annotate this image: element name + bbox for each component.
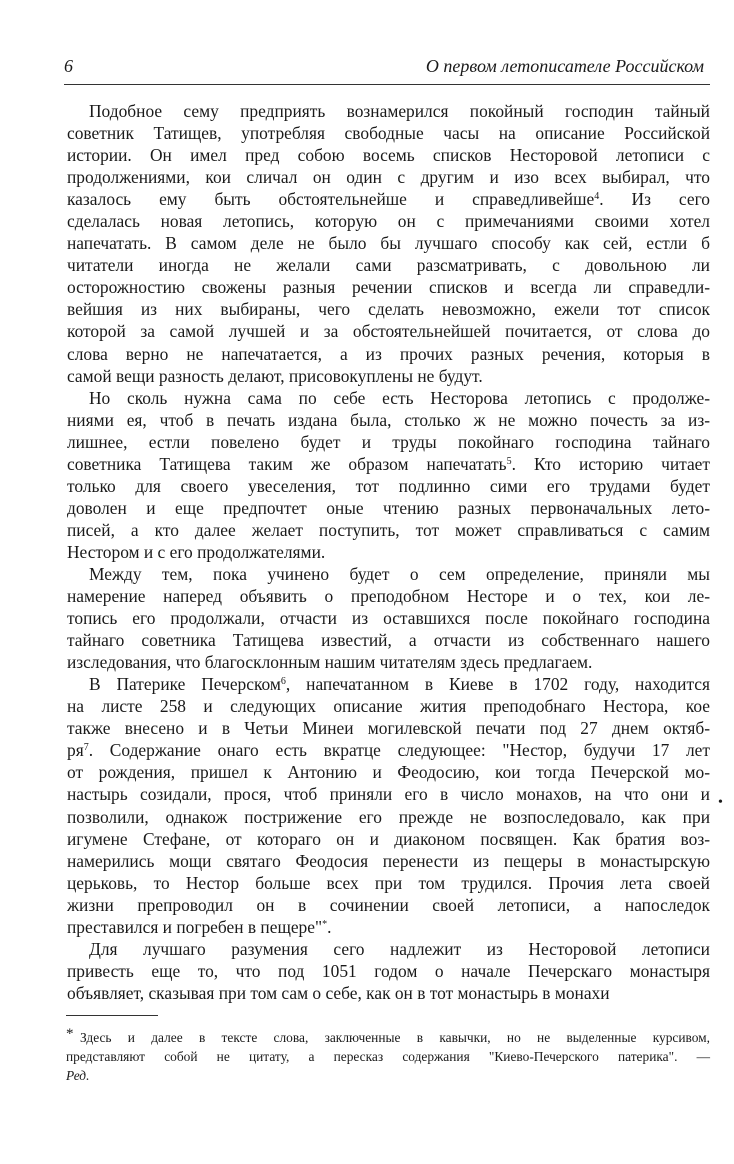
text-line: осторожностию свожены разныя речении списков и всегда ли справедли- [67, 277, 710, 298]
footnote-line-2: представляют собой не цитату, а пересказ содержания "Киево-Печерского патерика". — [66, 1049, 710, 1064]
footnote-reference: 5 [506, 455, 512, 467]
text-line: советник Татищев, употребляя свободные часы на описание Российской [67, 123, 710, 144]
text-line: доволен и еще предпочтет оные чтению разных первоначальных лето- [67, 497, 710, 518]
footnote-line-1: * Здесь и далее в тексте слова, заключенные в кавычки, но не выделенные курсивом, [66, 1026, 710, 1045]
main-text [67, 100, 710, 1004]
text-line: $ря^7$. Содержание онаго есть вкратце следующее: "Нестор, будучи 17 лет [67, 740, 710, 761]
text-line: топись его продолжали, отчасти из оставшихся после покойнаго господина [67, 608, 710, 629]
text-line: которой за самой лучшей и за обстоятельнейшей почитается, от слова до [67, 321, 710, 342]
footnote-editor: Ред. [66, 1068, 90, 1083]
text-line: намерение наперед объявить о преподобном Несторе и о тех, кои ле- [67, 586, 710, 607]
text-line: преставился и погребен в пещере"*. [67, 916, 332, 937]
footnote-reference: 7 [83, 742, 89, 754]
text-line: казалось ему быть обстоятельнейше и справедливейше$^4$. Из сего [67, 189, 710, 210]
footnote-reference: 6 [280, 676, 286, 688]
footnote-reference: * [322, 918, 328, 930]
text-line: читатели иногда не желали сами разсматривать, с довольною ли [67, 255, 710, 276]
text-line: Нестором и с его продолжателями. [67, 541, 326, 562]
text-line: намерились мощи святаго Феодосия перенести из пещеры в монастырскую [67, 850, 710, 871]
footnote-marker: * [66, 1026, 74, 1042]
text-line: изследования, что благосклонным нашим читателям здесь предлагаем. [67, 652, 593, 673]
running-title: О первом летописателе Российском [425, 56, 704, 76]
text-line: ниями ея, чтоб в печать издана была, столько ж не можно почесть за из- [67, 409, 710, 430]
footnote [66, 1028, 710, 1085]
text-line: В Патерике Печерском$^6$, напечатанном в Киеве в 1702 году, находится [89, 674, 710, 695]
text-line: церьковь, то Нестор больше всех при том трудился. Прочия лета своей [67, 872, 710, 893]
text-line: лишнее, естли повелено будет и труды покойнаго господина тайнаго [67, 431, 710, 452]
text-line: Подобное сему предприять вознамерился покойный господин тайный [89, 101, 710, 121]
text-line: игумене Стефане, от котораго он и диаконом посвящен. Как братия воз- [67, 828, 710, 849]
text-line: настырь созидали, прося, чтоб приняли его в число монахов, на что они и [67, 784, 710, 805]
text-line: на листе 258 и следующих описание жития преподобнаго Нестора, кое [67, 696, 710, 717]
running-header [64, 50, 710, 85]
text-line: продолжениями, кои сличал он один с другим и изо всех выбирал, что [67, 167, 710, 188]
text-line: напечатать. В самом деле не было бы лучшаго способу как сей, естли б [67, 233, 710, 254]
text-line: Для лучшаго разумения сего надлежит из Несторовой летописи [89, 938, 710, 959]
text-line: писей, а кто далее желает поступить, тот может справливаться с самим [67, 519, 710, 540]
text-line: жизни препроводил он в сочинении своей летописи, а напоследок [67, 894, 710, 915]
text-line: советника Татищева таким же образом напечатать$^5$. Кто историю читает [67, 453, 710, 474]
text-line: сделалась новая летопись, которую он с примечаниями своими хотел [67, 211, 710, 232]
page-number: 6 [64, 56, 73, 76]
text-line: тайнаго советника Татищева известий, а отчасти из собственнаго нашего [67, 630, 710, 651]
footnote-rule [66, 1015, 158, 1016]
margin-mark: • [718, 795, 723, 810]
text-line: истории. Он имел пред собою восемь списков Несторовой летописи с [67, 145, 710, 166]
text-line: от рождения, пришел к Антонию и Феодосию, кои тогда Печерской мо- [67, 762, 710, 783]
text-line: привесть еще то, что под 1051 годом о начале Печерскаго монастыря [67, 960, 710, 981]
text-line: позволили, однакож пострижение его прежде не возпоследовало, как при [67, 806, 710, 827]
text-line: Между тем, пока учинено будет о сем определение, приняли мы [89, 563, 710, 584]
text-line: Но сколь нужна сама по себе есть Несторова летопись с продолже- [89, 387, 710, 408]
text-line: объявляет, сказывая при том сам о себе, как он в тот монастырь в монахи [67, 982, 610, 1003]
text-line: вейшия из них выбираны, чего сделать невозможно, ежели тот список [67, 299, 710, 320]
text-line: слова верно не напечатается, а из прочих разных речения, которыя в [67, 343, 710, 364]
text-line: только для своего увеселения, тот подлинно сими его трудами будет [67, 475, 710, 496]
footnote-reference: 4 [594, 191, 600, 203]
text-line: также внесено и в Четьи Минеи могилевской печати под 27 днем октяб- [67, 718, 710, 739]
text-line: самой вещи разность делают, присовокуплены не будут. [67, 365, 483, 386]
